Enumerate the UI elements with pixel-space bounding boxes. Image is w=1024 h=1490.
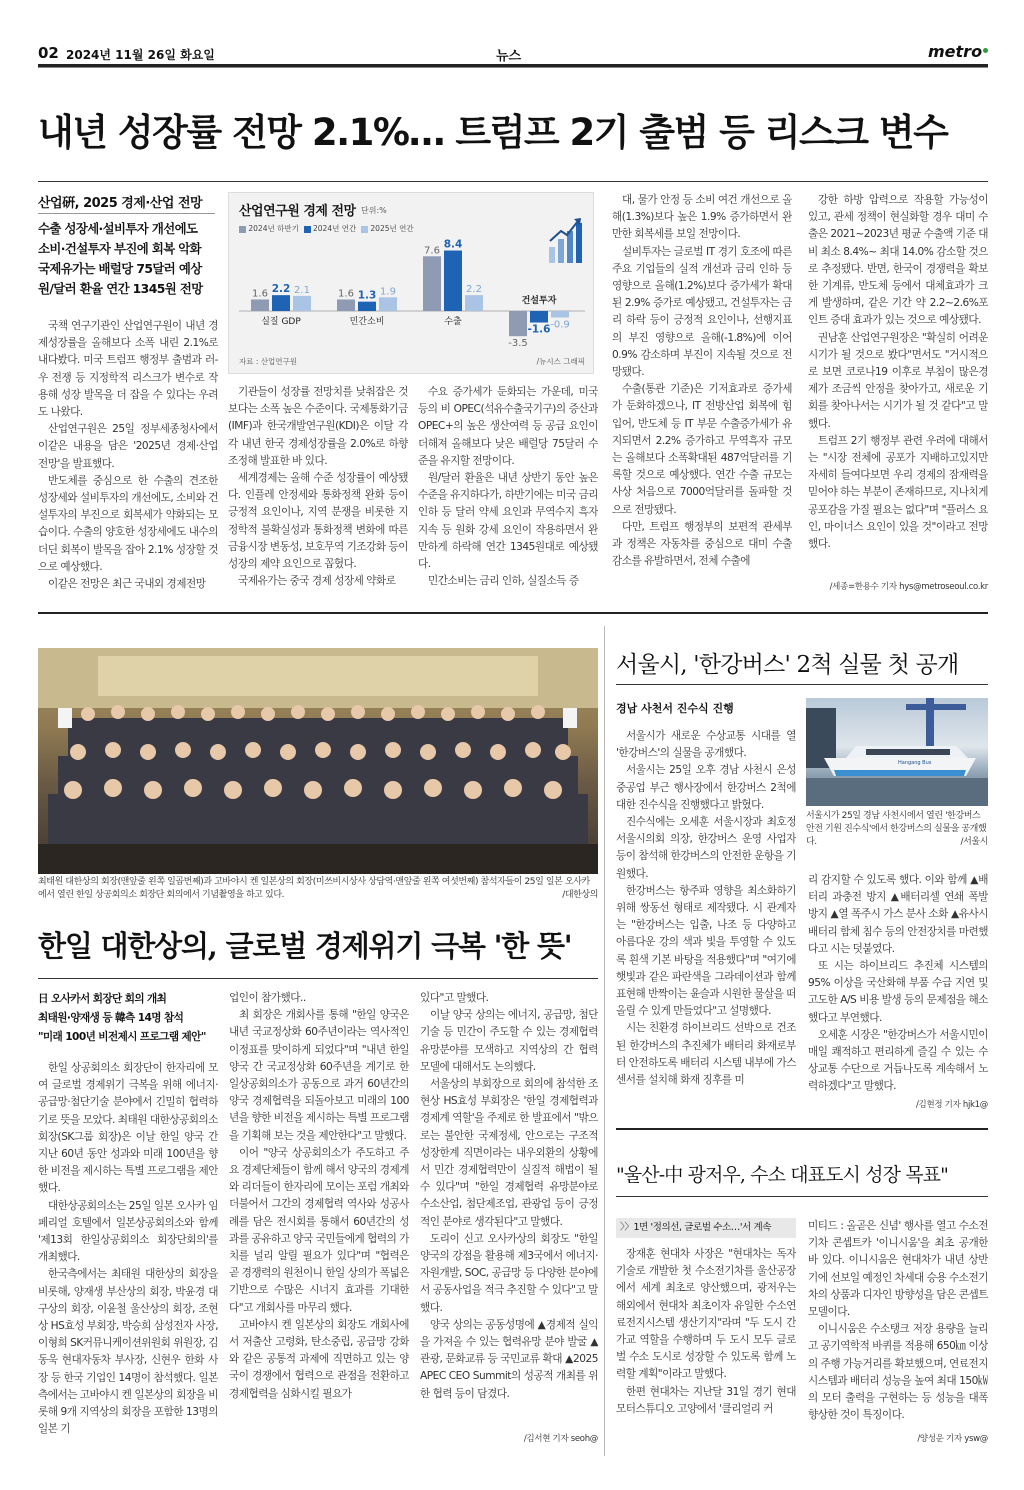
article2-headline: 한일 대한상의, 글로벌 경제위기 극복 '한 뜻' bbox=[38, 929, 572, 963]
article1-subheads bbox=[38, 219, 218, 299]
paragraph: 민간소비는 금리 인하, 실질소득 증 bbox=[428, 575, 579, 588]
chart-bar bbox=[444, 251, 462, 311]
paragraph: 리 감지할 수 있도록 했다. 이와 함께 ▲배터리 과충전 방지 ▲배터리셀 연쇄 폭발 방지 ▲열 폭주시 가스 분사 소화 ▲유사시 배터리 함체 침수 등의 안전장치를 마련했다고 시는 덧붙였다. bbox=[808, 874, 988, 955]
chart-data-label: 2.2 bbox=[271, 283, 291, 296]
paragraph: 또 시는 하이브리드 추진체 시스템의 95% 이상을 국산화해 부품 수급 지연 및 고도한 A/S 비용 발생 등의 문제점을 해소했다고 부연했다. bbox=[808, 960, 988, 1024]
chart-bar bbox=[337, 299, 355, 311]
chart-data-label: 1.6 bbox=[252, 288, 268, 300]
article3-column-2 bbox=[808, 872, 988, 1092]
paragraph: 업인이 참가했다.. bbox=[229, 992, 306, 1004]
article1-column-3 bbox=[418, 384, 598, 600]
group-photo bbox=[38, 648, 598, 874]
continued-label: 〉〉1면 '정의선, 글로벌 수소…'서 계속 bbox=[616, 1218, 796, 1238]
chart-data-label: 1.6 bbox=[338, 288, 354, 300]
paragraph: 이날 양국 상의는 에너지, 공급망, 첨단기술 등 민간이 주도할 수 있는 경제협력 유망분야를 모색하고 지역상의 간 협력 모델에 대해서도 논의했다. bbox=[420, 1009, 598, 1073]
subhead: 국제유가는 배럴당 75달러 예상 bbox=[38, 261, 202, 276]
chart-category-label: 민간소비 bbox=[349, 317, 385, 327]
chart-data-label: 8.4 bbox=[443, 238, 463, 251]
paragraph: 한일 상공회의소 회장단이 한자리에 모여 글로벌 경제위기 극복을 위해 에너지·공급망·첨단기술 분야에서 긴밀히 협력하기로 뜻을 모았다. 최태원 대한상공회의소 회장(SK그룹 회장)은 이날 한일 양국 간 지난 60년 동안 성과와 미래 100년을 향한 비전을 제시하는 특별 프로그램을 제안했다. bbox=[38, 1062, 218, 1195]
paragraph: 고바야시 켄 일본상의 회장도 개회사에서 저출산 고령화, 탄소중립, 공급망 강화와 같은 공통적 과제에 직면하고 있는 양국이 경쟁에서 협력으로 관점을 전환하고 경제협력을 심화시킬 필요가 bbox=[229, 1318, 409, 1400]
paragraph: 수요 증가세가 둔화되는 가운데, 미국 등의 비 OPEC(석유수출국기구)의 증산과 OPEC+의 높은 생산여력 등 공급 요인이 더해져 올해보다 낮은 배럴당 75달러 수준을 유지할 전망이다. bbox=[418, 386, 598, 467]
paragraph: 산업연구원은 25일 정부세종청사에서 이같은 내용을 담은 '2025년 경제·산업 전망'을 발표했다. bbox=[38, 423, 218, 470]
subhead: 소비·건설투자 부진에 회복 악화 bbox=[38, 241, 202, 256]
chart-category-label: 건설투자 bbox=[521, 296, 557, 306]
paragraph: 강한 하방 압력으로 작용할 가능성이 있고, 관세 정책이 현실화할 경우 대미 수출은 2021~2023년 평균 수출액 기준 대비 최소 8.4%~ 최대 14.0% 감소할 것으로 추정됐다. 반면, 한국이 경쟁력을 확보한 기계류, 반도체 등에서 대체효과가 크게 발생하며, 같은 기간 약 2.2~2.6%포인트 증대 효과가 있는 것으로 예상됐다. bbox=[808, 194, 988, 327]
chart-bar bbox=[272, 295, 290, 311]
photo-caption bbox=[38, 876, 598, 902]
chart-data-label: 7.6 bbox=[424, 245, 440, 257]
chart-bar bbox=[551, 311, 569, 317]
caption-text: 최태원 대한상의 회장(맨앞줄 왼쪽 일곱번째)과 고바야시 켄 일본상의 회장(미쓰비시상사 상담역·맨앞줄 왼쪽 여섯번째) 참석자들이 25일 일본 오사카에서 열린 한일 상공회의소 회장단 회의에서 기념촬영을 하고 있다. bbox=[38, 877, 590, 900]
chart-category-label: 실질 GDP bbox=[261, 317, 301, 327]
hangang-bus-photo bbox=[806, 698, 988, 806]
subhead: 최태원·양재생 등 韓측 14명 참석 bbox=[38, 1012, 184, 1024]
article1-column-5 bbox=[808, 192, 988, 576]
page-date: 2024년 11월 26일 화요일 bbox=[66, 48, 215, 62]
article2-column-2 bbox=[229, 990, 409, 1454]
chart-data-label: 1.3 bbox=[357, 289, 377, 302]
metro-logo: metro bbox=[928, 42, 988, 61]
article2-subheads bbox=[38, 990, 218, 1047]
caption-credit: /대한상의 bbox=[562, 890, 598, 900]
paragraph: 수출(통관 기준)은 기저효과로 증가세가 둔화하겠으나, IT 전방산업 회복에 힘입어, 반도체 등 IT 부문 수출증가세가 유지되면서 2.2% 증가하고 무역흑자 규모는 올해보다 소폭확대된 487억달러를 기록할 것으로 예상했다. 연간 수출 규모는 사상 처음으로 7000억달러를 돌파할 것으로 전망됐다. bbox=[612, 383, 792, 516]
paragraph: 권남훈 산업연구원장은 "확실히 어려운 시기가 될 것으로 봤다"면서도 "거시적으로 보면 코로나19 이후로 부침이 많은경제가 조금씩 안정을 찾아가고, 새로운 기회를 찾아나서는 시기가 될 것 같다"고 말했다. bbox=[808, 331, 988, 430]
article4-column-2 bbox=[808, 1218, 988, 1430]
header-accent-rule bbox=[38, 67, 988, 68]
chart-data-label: 1.9 bbox=[380, 286, 396, 298]
page-number: 02 bbox=[38, 44, 59, 62]
article1-byline: /세종=한용수 기자 hys@metroseoul.co.kr bbox=[829, 582, 988, 592]
chart-bar bbox=[293, 296, 311, 311]
paragraph: 원/달러 환율은 내년 상반기 동안 높은 수준을 유지하다가, 하반기에는 미국 금리 인하 등 달러 약세 요인과 무역수지 흑자 지속 등 원화 강세 요인이 작용하면서 완만하게 하락해 연간 1345원대로 예상됐다. bbox=[418, 472, 598, 571]
chart-credit: /뉴시스 그래픽 bbox=[536, 357, 585, 366]
paragraph: 다만, 트럼프 행정부의 보편적 관세부과 정책은 자동차를 중심으로 대미 수출 감소를 유발하면서, 전체 수출에 bbox=[612, 520, 792, 568]
paragraph: 이니시움은 수소탱크 저장 용량을 늘리고 공기역학적 바퀴를 적용해 650㎞ 이상의 주행 가능거리를 확보했으며, 연료전지시스템과 배터리 성능을 높여 최대 150㎾의 모터 출력을 구현하는 등 성능을 대폭 향상한 것이 특징이다. bbox=[808, 1323, 988, 1422]
logo-dot-icon bbox=[983, 48, 988, 53]
chart-source: 자료 : 산업연구원 bbox=[239, 357, 298, 366]
chart-bar bbox=[358, 302, 376, 311]
paragraph: 서울시는 25일 오후 경남 사천시 은성중공업 부근 행사장에서 한강버스 2척에 대한 진수식을 진행했다고 밝혔다. bbox=[616, 764, 796, 811]
chart-bar bbox=[530, 311, 548, 323]
paragraph: 이어 "양국 상공회의소가 주도하고 주요 경제단체들이 함께 해서 양국의 경제계와 리더들이 한자리에 모이는 포럼 개최와 더불어서 그간의 경제협력 역사와 성공사례를 담은 전시회를 통해서 60년간의 성과를 공유하고 양국 국민들에게 협력의 가치를 널리 알릴 필요가 있다"며 "협력은 곧 경쟁력의 원천이니 한일 상의가 폭넓은 기반으로 수많은 시너지 효과를 기대한다"고 개회사를 마무리 했다. bbox=[229, 1146, 409, 1314]
paragraph: 트럼프 2기 행정부 관련 우려에 대해서는 "시장 전체에 공포가 지배하고있지만 자세히 들여다보면 우리 경제의 잠재력을 믿어야 하는 부분이 존재하므로, 지나치게 공포감을 가질 필요는 없다"며 "플러스 요인, 마이너스 요인이 있을 것"이라고 전망했다. bbox=[808, 434, 988, 551]
section-name: 뉴스 bbox=[496, 49, 522, 64]
paragraph: 설비투자는 글로벌 IT 경기 호조에 따른 주요 기업들의 실적 개선과 금리 인하 등 영향으로 올해(1.2%)보다 증가세가 확대된 2.9% 증가로 예상됐고, 건설투자는 금리 하락 등이 긍정적 요인이나, 선행지표의 부진 영향으로 올해(-1.8%)에 이어 0.9% 감소하며 부진이 지속될 것으로 전망됐다. bbox=[612, 245, 792, 379]
article1-kicker: 산업硏, 2025 경제·산업 전망 bbox=[38, 196, 203, 211]
article4-headline: "울산-中 광저우, 수소 대표도시 성장 목표" bbox=[616, 1164, 948, 1186]
paragraph: 최 회장은 개회사를 통해 "한일 양국은 내년 국교정상화 60주년이라는 역사적인 이정표를 맞이하게 되었다"며 "내년 한일 양국 간 국교정상화 60주년을 계기로 한일상공회의소가 공동으로 과거 60년간의 양국 경제협력을 되돌아보고 미래의 100년을 향한 비전을 제시하는 특별 프로그램을 기획해 보는 것을 제안한다"고 말했다. bbox=[229, 1009, 409, 1142]
photo-illustration bbox=[806, 698, 988, 806]
chart-plot bbox=[229, 193, 595, 375]
article2-byline: /김서현 기자 seoh@ bbox=[523, 1434, 598, 1444]
kicker-bar bbox=[38, 213, 215, 214]
section-rule-2 bbox=[616, 1128, 988, 1130]
paragraph: 있다"고 말했다. bbox=[420, 992, 489, 1004]
paragraph: 이같은 전망은 최근 국내외 경제전망 bbox=[48, 578, 206, 591]
paragraph: 오세훈 시장은 "한강버스가 서울시민이 매일 쾌적하고 편리하게 즐길 수 있는 수상교통 수단으로 거듭나도록 계속해서 노력하겠다"고 말했다. bbox=[808, 1028, 988, 1092]
subhead: 원/달러 환율 연간 1345원 전망 bbox=[38, 281, 203, 296]
subhead: "미래 100년 비전제시 프로그램 제안" bbox=[38, 1031, 206, 1043]
paragraph: 미티드 : 올곧은 신념' 행사를 열고 수소전기차 콘셉트카 '이니시움'을 최초 공개한 바 있다. 이니시움은 현대차가 내년 상반기에 선보일 예정인 차세대 승용 수소전기차의 상품과 디자인 방향성을 담은 콘셉트 모델이다. bbox=[808, 1220, 988, 1319]
article3-headline: 서울시, '한강버스' 2척 실물 첫 공개 bbox=[616, 652, 959, 678]
chart-data-label: 2.1 bbox=[294, 284, 310, 296]
legend-label: 2025년 연간 bbox=[370, 224, 414, 233]
article3-column-1 bbox=[616, 728, 796, 1124]
paragraph: 시는 친환경 하이브리드 선박으로 건조된 한강버스의 추진체가 배터리 화재로부터 안전하도록 배터리 시스템 내부에 가스 센서를 설치해 화재 징후를 미 bbox=[616, 1022, 796, 1087]
paragraph: 기관들이 성장률 전망치를 낮춰잡은 것보다는 소폭 높은 수준이다. 국제통화기금(IMF)과 한국개발연구원(KDI)은 이달 각각 내년 한국 경제성장률을 2.0%로 하향 조정해 발표한 바 있다. bbox=[228, 386, 408, 467]
article2-rule bbox=[38, 978, 598, 979]
paragraph: 서울상의 부회장으로 회의에 참석한 조현상 HS효성 부회장은 '한일 경제협력과 경제계 역할'을 주제로 한 발표에서 "밖으로는 불안한 국제정세, 안으로는 구조적 성장한계 직면이라는 내우외환의 상황에서 민간 경제협력만이 실질적 해법이 될 수 있다"며 "한일 경제협력 유망분야로 수소산업, 첨단제조업, 관광업 등이 긍정적인 분야로 생각된다"고 말했다. bbox=[420, 1078, 598, 1228]
chart-data-label: -3.5 bbox=[508, 338, 528, 350]
chart-bar bbox=[465, 295, 483, 311]
paragraph: 장재훈 현대차 사장은 "현대차는 독자기술로 개발한 첫 수소전기차를 울산공장에서 세계 최초로 양산했으며, 광저우는 해외에서 현대차 최초이자 유일한 수소연료전지시스템 생산기지"라며 "두 도시 간 가교 역할을 수행하며 두 도시 모두 글로벌 수소 도시로 성장할 수 있도록 함께 노력할 계획"이라고 말했다. bbox=[616, 1248, 796, 1381]
chart-data-label: -0.9 bbox=[550, 319, 570, 331]
article2-column-3 bbox=[420, 990, 598, 1428]
chart-bar bbox=[379, 297, 397, 311]
subhead: 수출 성장세·설비투자 개선에도 bbox=[38, 221, 198, 236]
article2-column-1 bbox=[38, 1060, 218, 1454]
chart-bar bbox=[509, 311, 527, 336]
paragraph: 국책 연구기관인 산업연구원이 내년 경제성장률을 올해보다 소폭 내린 2.1%로 내다봤다. 미국 트럼프 행정부 출범과 러-우 전쟁 등 지정학적 리스크가 변수로 작용해 성장 발목을 더 잡을 수 있다는 우려도 나왔다. bbox=[38, 320, 218, 419]
column-divider bbox=[604, 626, 605, 1456]
paragraph: 한편 현대차는 지난달 31일 경기 현대모터스튜디오 고양에서 '클리얼리 커 bbox=[616, 1385, 796, 1415]
subhead: 日 오사카서 회장단 회의 개최 bbox=[38, 993, 167, 1005]
paragraph: 대한상공회의소는 25일 일본 오사카 임페리얼 호텔에서 일본상공회의소와 함께 '제13회 한일상공회의소 회장단회의'를 개최했다. bbox=[38, 1199, 218, 1264]
bus-label: Hangang Bus bbox=[898, 760, 932, 766]
chart-title: 산업연구원 경제 전망 bbox=[239, 204, 356, 219]
paragraph: 대, 물가 안정 등 소비 여건 개선으로 올해(1.3%)보다 높은 1.9% 증가하면서 완만한 회복세를 보일 전망이다. bbox=[612, 194, 792, 241]
hangang-photo-caption bbox=[806, 810, 988, 849]
article3-byline: /김현정 기자 hjk1@ bbox=[915, 1100, 988, 1110]
legend-label: 2024년 연간 bbox=[313, 224, 357, 233]
legend-label: 2024년 하반기 bbox=[248, 224, 299, 233]
article1-rule bbox=[38, 181, 988, 182]
caption-text: 서울시가 25일 경남 사천시에서 열린 '한강버스 안전 기원 진수식'에서 한강버스의 실물을 공개했다. bbox=[806, 811, 987, 847]
paragraph: 반도체를 중심으로 한 수출의 견조한 성장세와 설비투자의 개선에도, 소비와 건설투자의 부진으로 회복세가 약화되는 모습이다. 수출의 양호한 성장세에도 내수의 더딘 회복이 발목을 잡아 2.1% 성장할 것으로 예상했다. bbox=[38, 474, 218, 573]
paragraph: 한국측에서는 최태원 대한상의 회장을 비롯해, 양재생 부산상의 회장, 박윤경 대구상의 회장, 이윤철 울산상의 회장, 조현상 HS효성 부회장, 박승희 삼성전자 사장, 이형희 SK커뮤니케이션위원회 위원장, 김동욱 현대자동차 부사장, 신현우 한화 사장 등 한국 기업인 14명이 참석했다. 일본 측에서는 고바야시 켄 일본상의 회장을 비롯해 9개 지역상의 회장을 포함한 13명의 일본 기 bbox=[38, 1268, 218, 1436]
chart-data-label: -1.6 bbox=[527, 323, 551, 336]
paragraph: 진수식에는 오세훈 서울시장과 최호정 서울시의회 의장, 한강버스 운영 사업자 등이 참석해 한강버스의 안전한 운항을 기원했다. bbox=[616, 816, 796, 880]
article4-column-1 bbox=[616, 1246, 796, 1452]
chart-unit: 단위:% bbox=[361, 206, 387, 215]
paragraph: 서울시가 새로운 수상교통 시대를 열 '한강버스'의 실물을 공개했다. bbox=[616, 730, 796, 760]
article3-rule bbox=[616, 684, 988, 685]
paragraph: 국제유가는 중국 경제 성장세 약화로 bbox=[238, 575, 396, 588]
article1-column-2 bbox=[228, 384, 408, 600]
economic-outlook-chart bbox=[228, 192, 594, 374]
paragraph: 한강버스는 항주파 영향을 최소화하기 위해 쌍동선 형태로 제작됐다. 시 관계자는 "한강버스는 입출, 나조 등 다양하고 아름다운 강의 색과 빛을 투영할 수 있도록 흰색 기본 바탕을 적용했다"며 "여기에 햇빛과 같은 파란색을 그라데이션과 함께 표현해 반짝이는 윤슬과 시원한 물살을 떠올릴 수 있게 만들었다"고 설명했다. bbox=[616, 884, 796, 1018]
paragraph: 도리이 신고 오사카상의 회장도 "한일 양국의 강점을 활용해 제3국에서 에너지·자원개발, SOC, 공급망 등 다양한 분야에서 공동사업을 적극 추진할 수 있다"고 말했다. bbox=[420, 1232, 598, 1314]
paragraph: 양국 상의는 공동성명에 ▲경제적 실익을 가져올 수 있는 협력유망 분야 발굴 ▲관광, 문화교류 등 국민교류 확대 ▲2025 APEC CEO Summit의 성공적 개최를 위한 협력 등이 담겼다. bbox=[420, 1318, 598, 1400]
article1-column-4 bbox=[612, 192, 792, 600]
article4-rule bbox=[616, 1196, 988, 1197]
chart-category-label: 수출 bbox=[444, 317, 462, 327]
chart-data-label: 2.2 bbox=[466, 284, 482, 296]
chart-bar bbox=[251, 299, 269, 311]
article3-kicker: 경남 사천서 진수식 진행 bbox=[616, 702, 734, 715]
chart-bar bbox=[423, 256, 441, 311]
article1-column-1 bbox=[38, 318, 218, 600]
article1-headline: 내년 성장률 전망 2.1%… 트럼프 2기 출범 등 리스크 변수 bbox=[38, 111, 948, 154]
article4-byline: /양성운 기자 ysw@ bbox=[917, 1434, 988, 1444]
caption-credit: /서울시 bbox=[960, 837, 988, 847]
section-rule-1 bbox=[38, 612, 988, 614]
photo-illustration bbox=[38, 648, 598, 874]
paragraph: 세계경제는 올해 수준 성장률이 예상됐다. 인플레 안정세와 통화정책 완화 등이 긍정적 요인이나, 지역 분쟁을 비롯한 지정학적 불확실성과 통화정책 변화에 따른 금융시장 변동성, 보호무역 기조강화 등이 성장의 제약 요인으로 꼽혔다. bbox=[228, 472, 408, 571]
